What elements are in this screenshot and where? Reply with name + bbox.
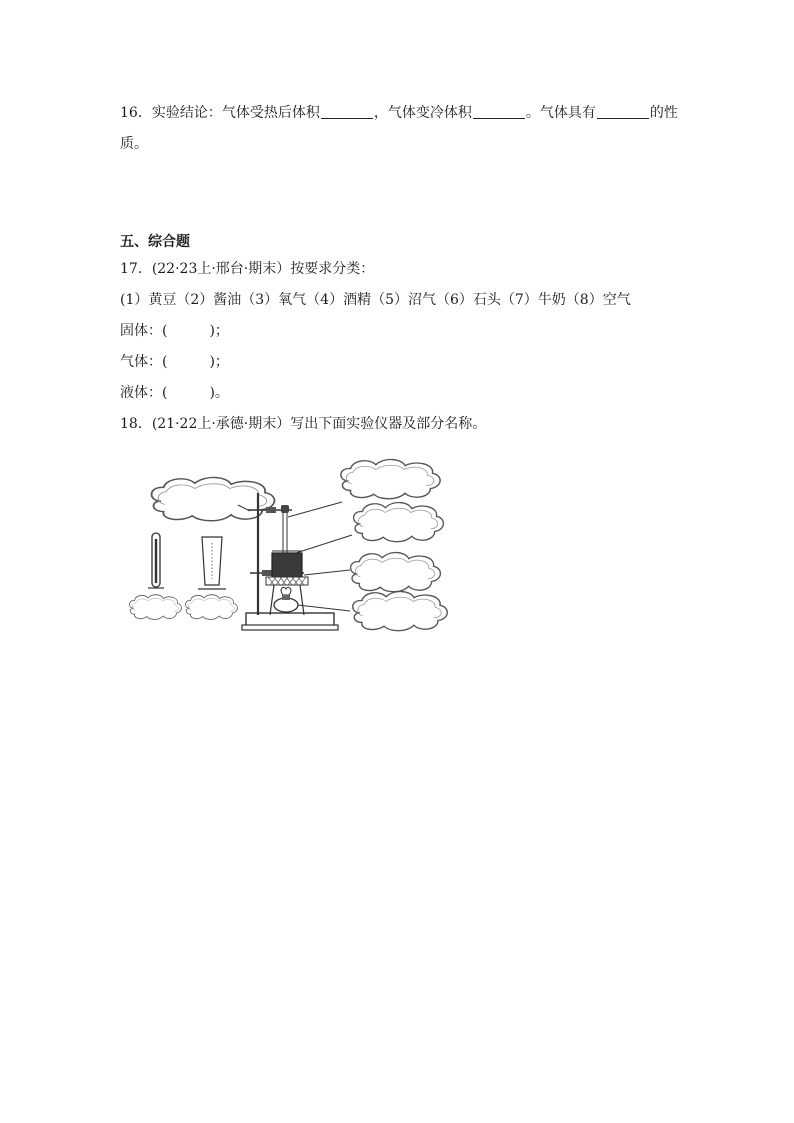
wire-gauze-icon <box>266 577 308 585</box>
question-17-items: (1）黄豆（2）酱油（3）氧气（4）酒精（5）沼气（6）石头（7）牛奶（8）空气 <box>120 292 631 308</box>
cloud-label-thermometer[interactable] <box>341 460 440 499</box>
q16-blank-2[interactable] <box>473 104 525 119</box>
test-tube-icon <box>148 533 164 588</box>
cloud-label-cylinder[interactable] <box>186 595 238 620</box>
cloud-label-clamp[interactable] <box>152 477 275 520</box>
q16-prefix: 16．实验结论：气体受热后体积 <box>120 105 320 121</box>
q16-mid-2: 。气体具有 <box>525 105 596 121</box>
question-16-line-1 <box>120 103 678 123</box>
beaker-icon <box>272 551 302 577</box>
gas-answer-line[interactable]: 气体：( )； <box>120 354 229 370</box>
cloud-label-gauze[interactable] <box>351 553 441 592</box>
cloud-label-lamp[interactable] <box>353 592 448 631</box>
q16-suffix: 的性 <box>649 105 678 121</box>
liquid-answer-line[interactable]: 液体：( )。 <box>120 385 229 401</box>
q16-blank-3[interactable] <box>597 104 649 119</box>
q16-mid-1: ，气体变冷体积 <box>373 105 472 121</box>
section-5-title: 五、综合题 <box>120 234 190 250</box>
cloud-label-test-tube[interactable] <box>130 595 182 620</box>
solid-answer-line[interactable]: 固体：( )； <box>120 323 229 339</box>
question-17-stem: 17．(22·23上·邢台·期末）按要求分类： <box>120 261 375 277</box>
question-16-line-2: 质。 <box>120 136 148 152</box>
lab-apparatus-figure <box>118 455 448 640</box>
cloud-label-beaker[interactable] <box>354 503 444 542</box>
alcohol-lamp-icon <box>270 585 304 615</box>
graduated-cylinder-icon <box>198 537 226 589</box>
q16-blank-1[interactable] <box>321 104 373 119</box>
question-18-stem: 18．(21·22上·承德·期末）写出下面实验仪器及部分名称。 <box>120 416 487 432</box>
